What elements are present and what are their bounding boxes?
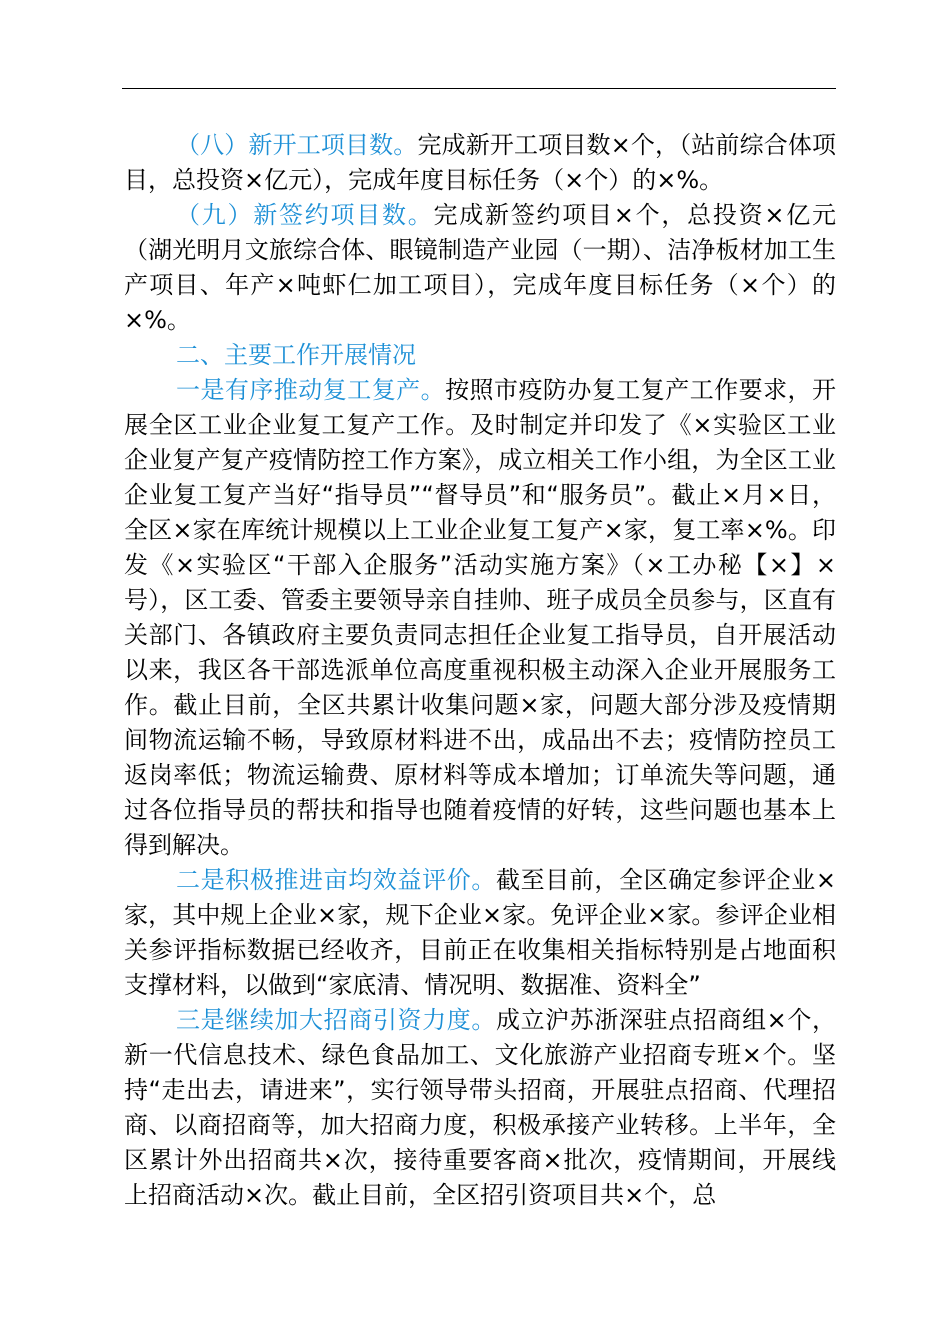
text-new-signed-projects: 完成新签约项目×个，总投资×亿元（湖光明月文旅综合体、眼镜制造产业园（一期）、洁净板材加工生产项目、年产×吨虾仁加工项目），完成年度目标任务（×个）的×%。: [124, 201, 837, 334]
paragraph-investment-attraction: [124, 1003, 836, 1213]
heading-per-mu-evaluation: 二是积极推进亩均效益评价。: [176, 866, 496, 894]
section-title-main-work: 二、主要工作开展情况: [176, 341, 416, 369]
section-heading: [124, 338, 836, 373]
text-resume-work: 按照市疫防办复工复产工作要求，开展全区工业企业复工复产工作。及时制定并印发了《×实验区工业企业复产复产疫情防控工作方案》，成立相关工作小组，为全区工业企业复工复产当好“指导员”“督导员”和“服务员”。截止×月×日，全区×家在库统计规模以上工业企业复工复产×家，复工率×%。印发《×实验区“干部入企服务”活动实施方案》（×工办秘【×】×号），区工委、管委主要领导亲自挂帅、班子成员全员参与，区直有关部门、各镇政府主要负责同志担任企业复工指导员，自开展活动以来，我区各干部选派单位高度重视积极主动深入企业开展服务工作。截止目前，全区共累计收集问题×家，问题大部分涉及疫情期间物流运输不畅，导致原材料进不出，成品出不去；疫情防控员工返岗率低；物流运输费、原材料等成本增加；订单流失等问题，通过各位指导员的帮扶和指导也随着疫情的好转，这些问题也基本上得到解决。: [124, 376, 837, 859]
heading-new-signed-projects: （九）新签约项目数。: [176, 201, 434, 229]
text-per-mu-evaluation: 截至目前，全区确定参评企业×家，其中规上企业×家，规下企业×家。免评企业×家。参评企业相关参评指标数据已经收齐，目前正在收集相关指标特别是占地面积支撑材料，以做到“家底清、情况明、数据准、资料全”: [124, 866, 837, 999]
paragraph-resume-work: [124, 373, 836, 863]
text-new-construction-projects: 完成新开工项目数×个，（站前综合体项目，总投资×亿元），完成年度目标任务（×个）的×%。: [124, 131, 837, 194]
heading-resume-work: 一是有序推动复工复产。: [176, 376, 446, 404]
document-body: [124, 128, 836, 1213]
paragraph-new-signed-projects: [124, 198, 836, 338]
paragraph-new-construction-projects: [124, 128, 836, 198]
header-rule: [122, 88, 836, 89]
text-investment-attraction: 成立沪苏浙深驻点招商组×个，新一代信息技术、绿色食品加工、文化旅游产业招商专班×个。坚持“走出去，请进来”，实行领导带头招商，开展驻点招商、代理招商、以商招商等，加大招商力度，积极承接产业转移。上半年，全区累计外出招商共×次，接待重要客商×批次，疫情期间，开展线上招商活动×次。截止目前，全区招引资项目共×个，总: [124, 1006, 837, 1209]
heading-investment-attraction: 三是继续加大招商引资力度。: [176, 1006, 496, 1034]
paragraph-per-mu-evaluation: [124, 863, 836, 1003]
heading-new-construction-projects: （八）新开工项目数。: [176, 131, 418, 159]
